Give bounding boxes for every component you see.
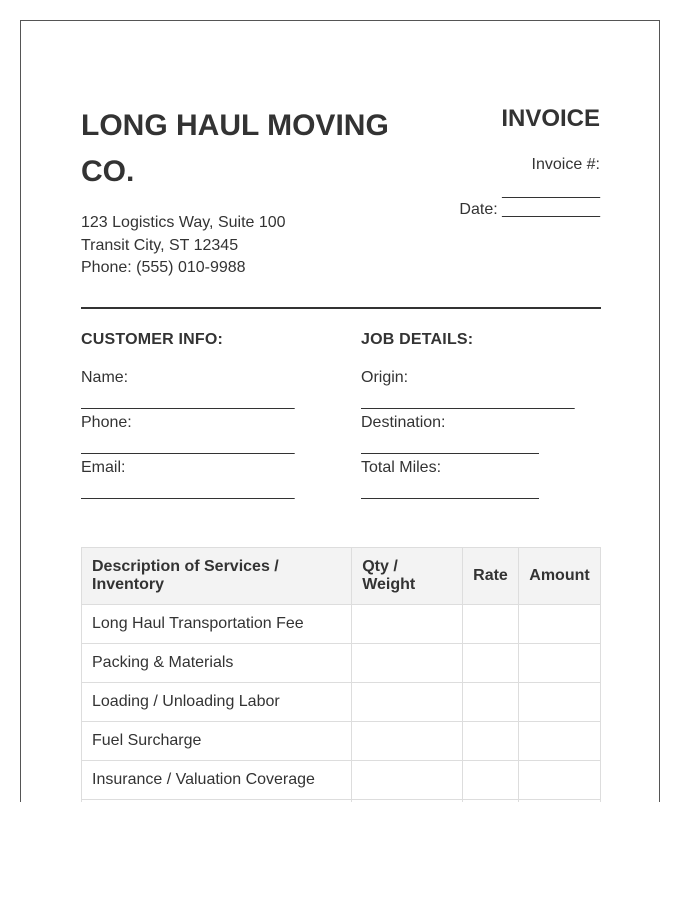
row-qty[interactable] xyxy=(352,683,463,722)
customer-info-heading: CUSTOMER INFO: xyxy=(81,331,224,348)
row-amount[interactable] xyxy=(518,644,600,683)
header-description: Description of Services / Inventory xyxy=(82,548,352,605)
row-rate[interactable] xyxy=(463,644,519,683)
row-amount[interactable] xyxy=(518,683,600,722)
invoice-number-label: Invoice #: xyxy=(531,156,600,173)
job-total-miles-label: Total Miles: xyxy=(361,459,442,476)
job-destination-line: ____________________ xyxy=(361,438,539,455)
row-amount[interactable] xyxy=(518,761,600,800)
job-total-miles-line: ____________________ xyxy=(361,483,539,500)
row-rate[interactable] xyxy=(463,722,519,761)
header-qty-weight: Qty / Weight xyxy=(352,548,463,605)
address-line-2: Transit City, ST 12345 xyxy=(81,236,239,254)
row-qty[interactable] xyxy=(352,761,463,800)
invoice-title: INVOICE xyxy=(501,105,600,132)
customer-name-label: Name: xyxy=(81,369,129,386)
row-description: Fuel Surcharge xyxy=(82,722,352,761)
customer-name-line: ________________________ xyxy=(81,393,295,410)
row-description: Packing & Materials xyxy=(82,644,352,683)
header-rate: Rate xyxy=(463,548,519,605)
table-row xyxy=(82,722,601,761)
job-destination-label: Destination: xyxy=(361,414,446,431)
address-line-1: 123 Logistics Way, Suite 100 xyxy=(81,214,286,231)
customer-phone-line: ________________________ xyxy=(81,438,295,455)
job-details-heading: JOB DETAILS: xyxy=(361,331,474,348)
row-description[interactable] xyxy=(82,800,352,803)
company-phone: Phone: (555) 010-9988 xyxy=(81,259,246,276)
row-amount[interactable] xyxy=(518,800,600,803)
table-row xyxy=(82,644,601,683)
row-qty[interactable] xyxy=(352,800,463,803)
row-rate[interactable] xyxy=(463,761,519,800)
row-qty[interactable] xyxy=(352,605,463,644)
customer-email-line: ________________________ xyxy=(81,483,295,500)
services-table xyxy=(81,547,601,802)
table-row xyxy=(82,800,601,803)
table-row xyxy=(82,761,601,800)
table-row xyxy=(82,683,601,722)
invoice-page xyxy=(20,20,660,802)
row-amount[interactable] xyxy=(518,722,600,761)
company-name: LONG HAUL MOVING CO. xyxy=(81,109,389,188)
row-description: Long Haul Transportation Fee xyxy=(82,605,352,644)
header-divider xyxy=(81,307,601,309)
customer-phone-label: Phone: xyxy=(81,414,132,431)
row-rate[interactable] xyxy=(463,683,519,722)
header-amount: Amount xyxy=(518,548,600,605)
customer-email-label: Email: xyxy=(81,459,126,476)
row-qty[interactable] xyxy=(352,644,463,683)
row-qty[interactable] xyxy=(352,722,463,761)
row-rate[interactable] xyxy=(463,800,519,803)
row-description: Insurance / Valuation Coverage xyxy=(82,761,352,800)
row-description: Loading / Unloading Labor xyxy=(82,683,352,722)
job-origin-label: Origin: xyxy=(361,369,409,386)
job-origin-line: ________________________ xyxy=(361,393,575,410)
company-address xyxy=(81,212,286,280)
invoice-number-blank: ___________ xyxy=(502,182,600,199)
invoice-date-field: Date: ___________ xyxy=(459,201,600,218)
row-rate[interactable] xyxy=(463,605,519,644)
table-row xyxy=(82,605,601,644)
row-amount[interactable] xyxy=(518,605,600,644)
table-header-row xyxy=(82,548,601,605)
